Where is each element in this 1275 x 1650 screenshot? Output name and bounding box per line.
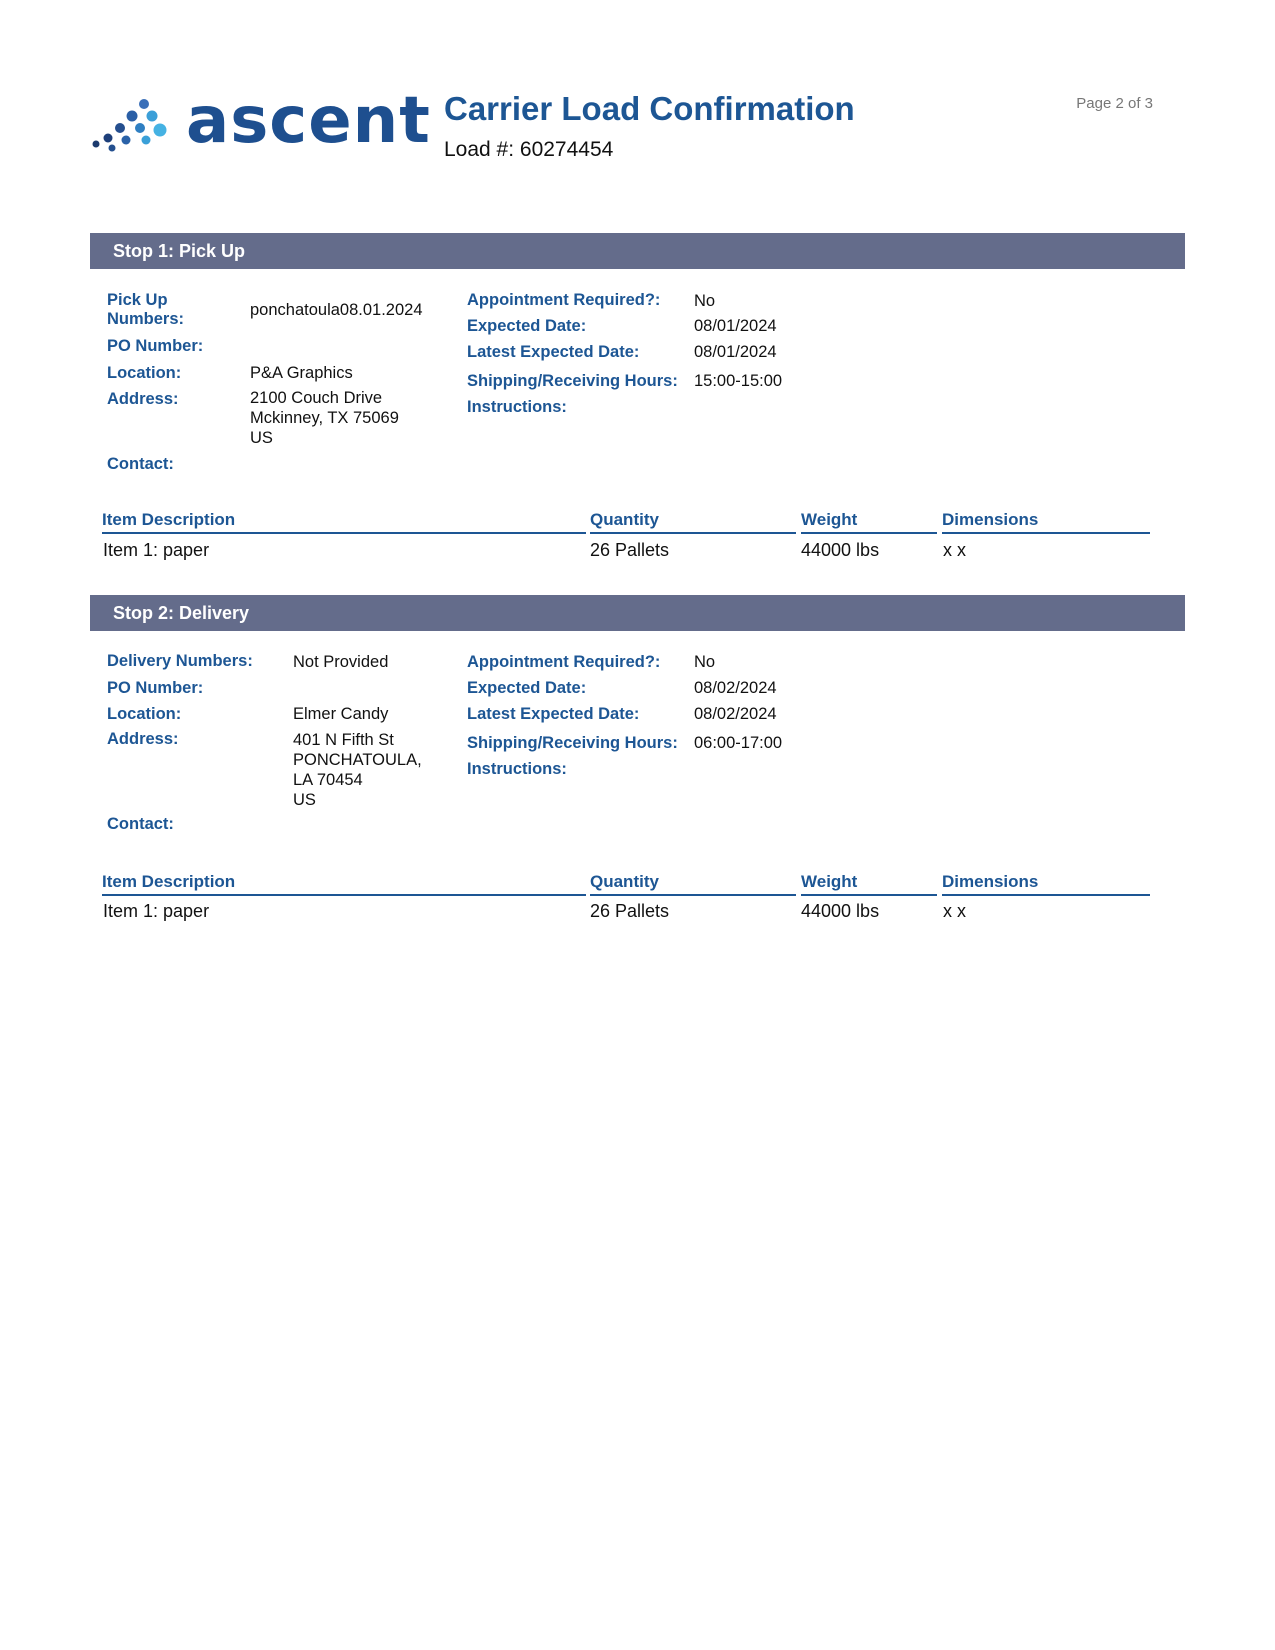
expected-date-value: 08/01/2024: [694, 317, 777, 335]
ascent-logo: [92, 84, 431, 162]
col-item-description: Item Description: [102, 872, 586, 896]
stop-1-header: Stop 1: Pick Up: [90, 233, 1185, 269]
location-value: Elmer Candy: [293, 705, 389, 723]
location-label: Location:: [107, 364, 182, 382]
load-number: Load #: 60274454: [444, 138, 614, 161]
appointment-label: Appointment Required?:: [467, 291, 661, 309]
table-cell-description: Item 1: paper: [103, 901, 210, 921]
col-quantity: Quantity: [590, 510, 796, 534]
latest-date-value: 08/02/2024: [694, 705, 777, 723]
pickup-numbers-label: Pick Up Numbers:: [107, 291, 185, 328]
col-quantity: Quantity: [590, 872, 796, 896]
table-cell-quantity: 26 Pallets: [590, 901, 670, 921]
table-cell-weight: 44000 lbs: [801, 540, 880, 560]
appointment-label: Appointment Required?:: [467, 653, 661, 671]
instructions-label: Instructions:: [467, 760, 567, 778]
address-label: Address:: [107, 730, 179, 748]
logo-dots-icon: [92, 98, 186, 158]
appointment-value: No: [694, 292, 716, 310]
po-number-label: PO Number:: [107, 337, 204, 355]
address-value: 401 N Fifth St PONCHATOULA, LA 70454 US: [293, 731, 422, 809]
latest-date-label: Latest Expected Date:: [467, 343, 640, 361]
hours-label: Shipping/Receiving Hours:: [467, 372, 678, 390]
pickup-numbers-value: ponchatoula08.01.2024: [250, 301, 423, 319]
table-cell-dimensions: x x: [943, 540, 967, 560]
table-cell-quantity: 26 Pallets: [590, 540, 670, 560]
delivery-numbers-value: Not Provided: [293, 653, 389, 671]
col-weight: Weight: [801, 872, 937, 896]
table-cell-weight: 44000 lbs: [801, 901, 880, 921]
address-value: 2100 Couch Drive Mckinney, TX 75069 US: [250, 389, 399, 447]
hours-value: 15:00-15:00: [694, 372, 783, 390]
expected-date-label: Expected Date:: [467, 317, 587, 335]
appointment-value: No: [694, 653, 716, 671]
col-weight: Weight: [801, 510, 937, 534]
expected-date-label: Expected Date:: [467, 679, 587, 697]
page-title: Carrier Load Confirmation: [444, 90, 855, 127]
table-cell-dimensions: x x: [943, 901, 967, 921]
hours-label: Shipping/Receiving Hours:: [467, 734, 678, 752]
col-dimensions: Dimensions: [942, 872, 1150, 896]
page-number: Page 2 of 3: [1076, 95, 1153, 112]
stop-2-header: Stop 2: Delivery: [90, 595, 1185, 631]
logo-wordmark: ascent: [186, 84, 431, 158]
contact-label: Contact:: [107, 455, 174, 473]
location-value: P&A Graphics: [250, 364, 353, 382]
table-cell-description: Item 1: paper: [103, 540, 210, 560]
latest-date-label: Latest Expected Date:: [467, 705, 640, 723]
expected-date-value: 08/02/2024: [694, 679, 777, 697]
col-dimensions: Dimensions: [942, 510, 1150, 534]
latest-date-value: 08/01/2024: [694, 343, 777, 361]
delivery-numbers-label: Delivery Numbers:: [107, 652, 253, 670]
col-item-description: Item Description: [102, 510, 586, 534]
location-label: Location:: [107, 705, 182, 723]
instructions-label: Instructions:: [467, 398, 567, 416]
address-label: Address:: [107, 390, 179, 408]
po-number-label: PO Number:: [107, 679, 204, 697]
hours-value: 06:00-17:00: [694, 734, 783, 752]
contact-label: Contact:: [107, 815, 174, 833]
